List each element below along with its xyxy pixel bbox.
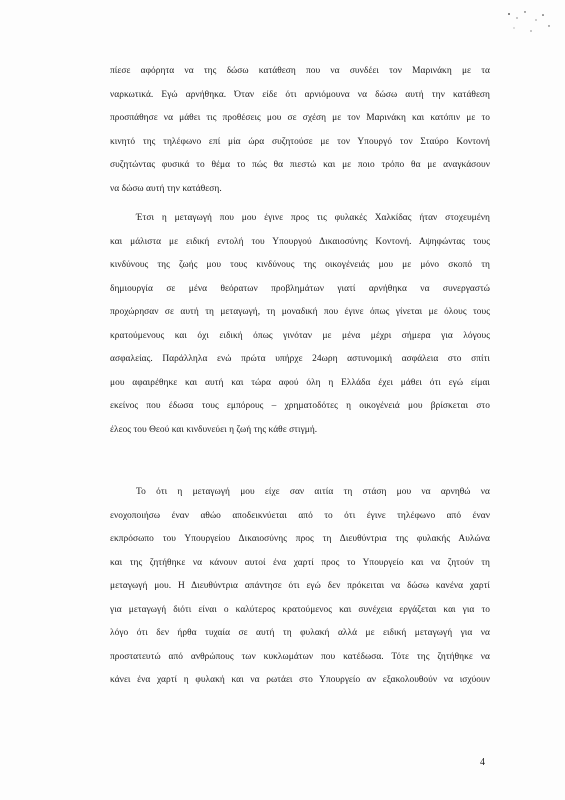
page-number: 4: [480, 757, 485, 768]
text-line: προχώρησαν σε αυτή τη μεταγωγή, τη μοναδική που έγινε όπως γίνεται με όλους τους: [110, 307, 490, 317]
text-line: πίεσε αφόρητα να της δώσω κατάθεση που να συνδέει τον Μαρινάκη με τα: [110, 66, 490, 76]
text-line: κρατούμενους και όχι ειδική όπως γινόταν με μένα μέχρι σήμερα για λόγους: [110, 330, 490, 341]
text-line: Το ότι η μεταγωγή μου είχε σαν αιτία τη στάση μου να αρνηθώ να: [136, 487, 490, 497]
text-line: να δώσω αυτή την κατάθεση.: [110, 183, 222, 194]
text-line: ασφαλείας. Παράλληλα ενώ πρώτα υπήρχε 24ωρη αστυνομική ασφάλεια στο σπίτι: [110, 354, 490, 364]
text-line: κινητό της τηλέφωνο επί μία ώρα συζητούσε με τον Υπουργό τον Σταύρο Κοντονή: [110, 136, 490, 147]
text-line: μου αφαιρέθηκε και αυτή και τώρα αφού όλη η Ελλάδα έχει μάθει ότι εγώ είμαι: [110, 377, 490, 388]
text-line: προσπάθησε να μάθει τις προθέσεις μου σε σχέση με τον Μαρινάκη και κατόπιν με το: [110, 113, 490, 123]
text-line: ενοχοποιήσω έναν αθώο αποδεικνύεται από το ότι έγινε τηλέφωνο από έναν: [110, 510, 490, 521]
text-line: και μάλιστα με ειδική εντολή του Υπουργού Δικαιοσύνης Κοντονή. Αψηφώντας τους: [110, 236, 490, 247]
paragraph-3: [110, 481, 490, 693]
text-line: λόγο ότι δεν ήρθα τυχαία σε αυτή τη φυλακή αλλά με ειδική μεταγωγή για να: [110, 628, 490, 638]
text-line: προστατευτώ από ανθρώπους των κυκλωμάτων που κατέδωσα. Τότε της ζητήθηκε να: [110, 651, 490, 662]
text-line: κινδύνους της ζωής μου τους κινδύνους της οικογένειάς μου με μόνο σκοπό τη: [110, 260, 490, 270]
text-line: κάνει ένα χαρτί η φυλακή και να ρωτάει στο Υπουργείο αν εξακολουθούν να ισχύουν: [110, 675, 490, 685]
text-line: συζητώντας φυσικά το θέμα το πώς θα πιεστώ και με ποιο τρόπο θα με αναγκάσουν: [110, 160, 490, 170]
paragraph-2: [110, 207, 490, 442]
text-line: ναρκωτικά. Εγώ αρνήθηκα. Όταν είδε ότι αρνιόμουνα να δώσω αυτή την κατάθεση: [110, 89, 490, 100]
text-line: για μεταγωγή διότι είναι ο καλύτερος κρατούμενος και συνέχεια εργάζεται και για το: [110, 604, 490, 615]
text-line: εκείνος που έδωσα τους εμπόρους – χρηματοδότες η οικογένειά μου βρίσκεται στο: [110, 401, 490, 411]
text-line: εκπρόσωπο του Υπουργείου Δικαιοσύνης προς τη Διευθύντρια της φυλακής Αυλώνα: [110, 534, 490, 544]
text-line: Έτσι η μεταγωγή που μου έγινε προς τις φυλακές Χαλκίδας ήταν στοχευμένη: [136, 213, 490, 223]
text-line: δημιουργία σε μένα θεόρατων προβλημάτων γιατί αρνήθηκα να συνεργαστώ: [110, 283, 490, 294]
text-line: και της ζητήθηκε να κάνουν αυτοί ένα χαρτί προς το Υπουργείο και να ζητούν τη: [110, 557, 490, 568]
text-line: μεταγωγή μου. Η Διευθύντρια απάντησε ότι εγώ δεν πρόκειται να δώσω κανένα χαρτί: [110, 581, 490, 591]
text-line: έλεος του Θεού και κινδυνεύει η ζωή της κάθε στιγμή.: [110, 424, 318, 435]
scan-artifact-specks: [505, 8, 555, 38]
paragraph-1: [110, 60, 490, 201]
